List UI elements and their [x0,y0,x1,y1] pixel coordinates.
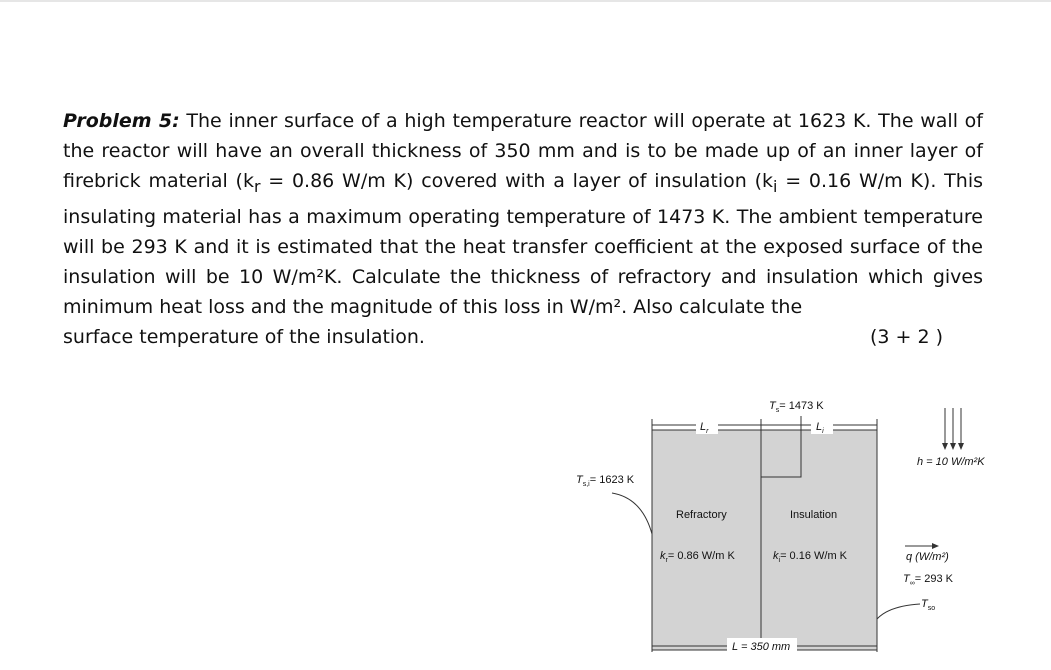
h-label: h = 10 W/m²K [917,456,985,468]
tso-label: $T_{so}$ [921,598,936,612]
problem-label-colon: : [172,110,180,132]
refractory-layer [652,430,761,650]
tinf-label: $T_\infty= 293$ K [903,573,953,587]
marks-allocation: (3 + 2 ) [869,325,943,348]
tsi-label: $T_{s,i}= 1623$ K [576,474,635,488]
subscript-i: i [773,176,778,196]
heat-flux-arrowhead [932,543,939,549]
problem-text-part3: = 0.16 W/m K). This insulating material has a maximum operating temperature of 1473 K. The ambient temperature will be 293 K and it is estimated that the heat transfer coefficient at the exposed surface of the insulation will be 10 W/m²K. Calculate the thickness of refractory and insulation which gives minimum heat loss and the magnitude of this loss in W/m². Also calculate the [63,170,983,318]
tso-leader [877,604,920,619]
tsi-leader [612,493,652,534]
insulation-layer [761,430,877,650]
lr-label: $L_r$ [700,421,709,435]
q-label: q (W/m²) [906,551,949,563]
problem-label: Problem 5 [63,110,173,132]
problem-text-last: surface temperature of the insulation. [63,325,425,348]
li-label: $L_i$ [816,421,824,435]
ts-interface-label: $T_s= 1473$ K [769,400,824,414]
problem-text-intro: The inner surface of a high temperature reactor will operate at 1623 K. The wall of the reactor will have an overall thickness of 350 mm and is to be made up of an inner layer of firebrick material (k [63,110,983,192]
convection-arrowhead-2 [950,443,956,450]
convection-arrowhead-3 [958,443,964,450]
subscript-r: r [253,176,261,196]
insulation-label: Insulation [790,509,838,521]
kr-label: $k_r= 0.86$ W/m K [660,550,735,564]
ki-label: $k_i= 0.16$ W/m K [773,550,848,564]
problem-text-part2: = 0.86 W/m K) covered with a layer of insulation (k [260,170,773,192]
refractory-label: Refractory [676,509,727,521]
convection-arrowhead-1 [942,443,948,450]
l-label: L = 350 mm [732,641,791,653]
